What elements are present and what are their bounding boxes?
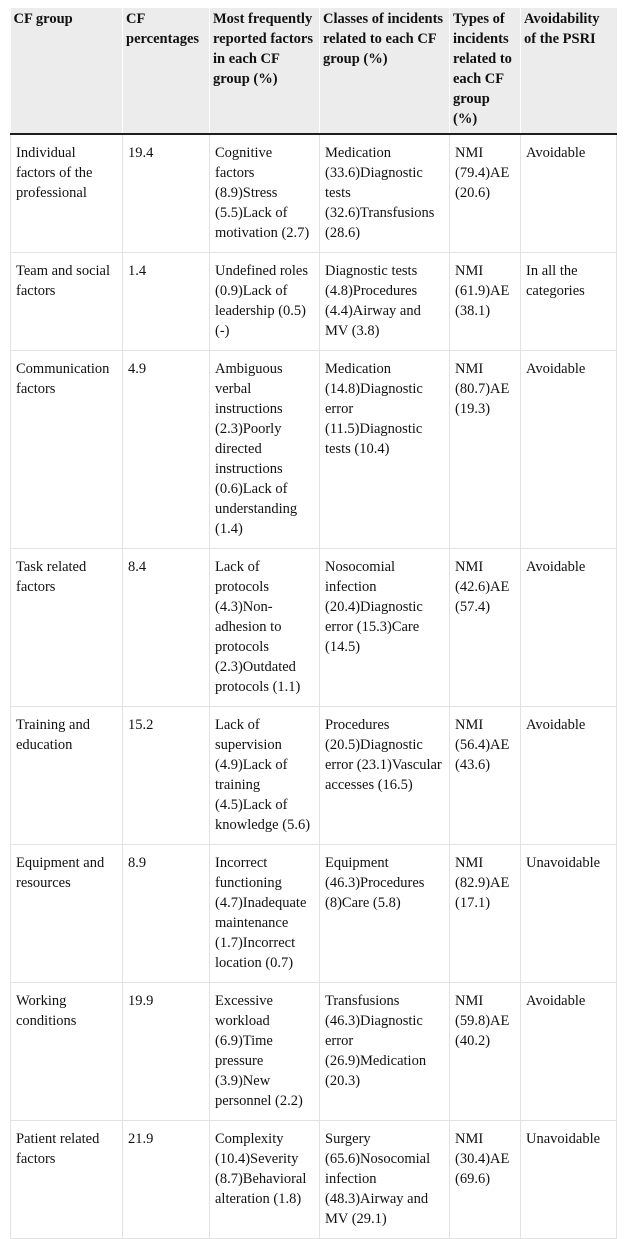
cell-types: NMI (42.6)AE (57.4) — [450, 549, 521, 707]
cell-cf-percentage: 21.9 — [123, 1121, 210, 1239]
cell-classes: Transfusions (46.3)Diagnostic error (26.9)Medication (20.3) — [320, 983, 450, 1121]
cell-cf-group: Task related factors — [11, 549, 123, 707]
cell-factors: Undefined roles (0.9)Lack of leadership (0.5)(-) — [210, 253, 320, 351]
cell-factors: Incorrect functioning (4.7)Inadequate maintenance (1.7)Incorrect location (0.7) — [210, 845, 320, 983]
cell-cf-group: Team and social factors — [11, 253, 123, 351]
cell-classes: Equipment (46.3)Procedures (8)Care (5.8) — [320, 845, 450, 983]
table-row — [11, 351, 617, 549]
cell-cf-percentage: 4.9 — [123, 351, 210, 549]
cell-factors: Cognitive factors (8.9)Stress (5.5)Lack of motivation (2.7) — [210, 134, 320, 253]
cf-group-table — [10, 8, 617, 1239]
table-body — [11, 134, 617, 1239]
cell-cf-percentage: 19.9 — [123, 983, 210, 1121]
table-row — [11, 983, 617, 1121]
cell-types: NMI (79.4)AE (20.6) — [450, 134, 521, 253]
header-row — [11, 8, 617, 134]
header-cf-group: CF group — [11, 8, 123, 134]
table-row — [11, 707, 617, 845]
cell-avoidability: Unavoidable — [521, 845, 617, 983]
cell-classes: Diagnostic tests (4.8)Procedures (4.4)Airway and MV (3.8) — [320, 253, 450, 351]
cell-factors: Lack of supervision (4.9)Lack of training (4.5)Lack of knowledge (5.6) — [210, 707, 320, 845]
cell-types: NMI (56.4)AE (43.6) — [450, 707, 521, 845]
cell-cf-group: Equipment and resources — [11, 845, 123, 983]
cell-avoidability: Avoidable — [521, 351, 617, 549]
cell-cf-percentage: 8.9 — [123, 845, 210, 983]
cell-avoidability: Avoidable — [521, 134, 617, 253]
header-classes-of-incidents: Classes of incidents related to each CF group (%) — [320, 8, 450, 134]
table-row — [11, 845, 617, 983]
cell-cf-group: Working conditions — [11, 983, 123, 1121]
table-header — [11, 8, 617, 134]
cell-avoidability: Unavoidable — [521, 1121, 617, 1239]
cell-avoidability: Avoidable — [521, 983, 617, 1121]
cell-avoidability: Avoidable — [521, 549, 617, 707]
cell-cf-group: Individual factors of the professional — [11, 134, 123, 253]
cell-cf-percentage: 1.4 — [123, 253, 210, 351]
cell-factors: Lack of protocols (4.3)Non-adhesion to protocols (2.3)Outdated protocols (1.1) — [210, 549, 320, 707]
header-cf-percentages: CF percentages — [123, 8, 210, 134]
header-types-of-incidents: Types of incidents related to each CF group (%) — [450, 8, 521, 134]
cell-classes: Nosocomial infection (20.4)Diagnostic error (15.3)Care (14.5) — [320, 549, 450, 707]
cell-cf-group: Training and education — [11, 707, 123, 845]
cell-types: NMI (82.9)AE (17.1) — [450, 845, 521, 983]
cell-cf-percentage: 15.2 — [123, 707, 210, 845]
cell-types: NMI (80.7)AE (19.3) — [450, 351, 521, 549]
cell-classes: Medication (33.6)Diagnostic tests (32.6)Transfusions (28.6) — [320, 134, 450, 253]
cell-avoidability: Avoidable — [521, 707, 617, 845]
cell-types: NMI (61.9)AE (38.1) — [450, 253, 521, 351]
table-row — [11, 1121, 617, 1239]
cell-factors: Ambiguous verbal instructions (2.3)Poorly directed instructions (0.6)Lack of understanding (1.4) — [210, 351, 320, 549]
table-row — [11, 253, 617, 351]
cell-types: NMI (59.8)AE (40.2) — [450, 983, 521, 1121]
header-most-frequent-factors: Most frequently reported factors in each CF group (%) — [210, 8, 320, 134]
table-row — [11, 549, 617, 707]
header-avoidability: Avoidability of the PSRI — [521, 8, 617, 134]
cell-types: NMI (30.4)AE (69.6) — [450, 1121, 521, 1239]
cell-cf-group: Patient related factors — [11, 1121, 123, 1239]
cell-cf-percentage: 8.4 — [123, 549, 210, 707]
cell-factors: Excessive workload (6.9)Time pressure (3.9)New personnel (2.2) — [210, 983, 320, 1121]
cell-classes: Procedures (20.5)Diagnostic error (23.1)Vascular accesses (16.5) — [320, 707, 450, 845]
table-row — [11, 134, 617, 253]
cell-factors: Complexity (10.4)Severity (8.7)Behavioral alteration (1.8) — [210, 1121, 320, 1239]
cell-classes: Surgery (65.6)Nosocomial infection (48.3)Airway and MV (29.1) — [320, 1121, 450, 1239]
cell-avoidability: In all the categories — [521, 253, 617, 351]
cell-cf-percentage: 19.4 — [123, 134, 210, 253]
cell-cf-group: Communication factors — [11, 351, 123, 549]
cell-classes: Medication (14.8)Diagnostic error (11.5)Diagnostic tests (10.4) — [320, 351, 450, 549]
